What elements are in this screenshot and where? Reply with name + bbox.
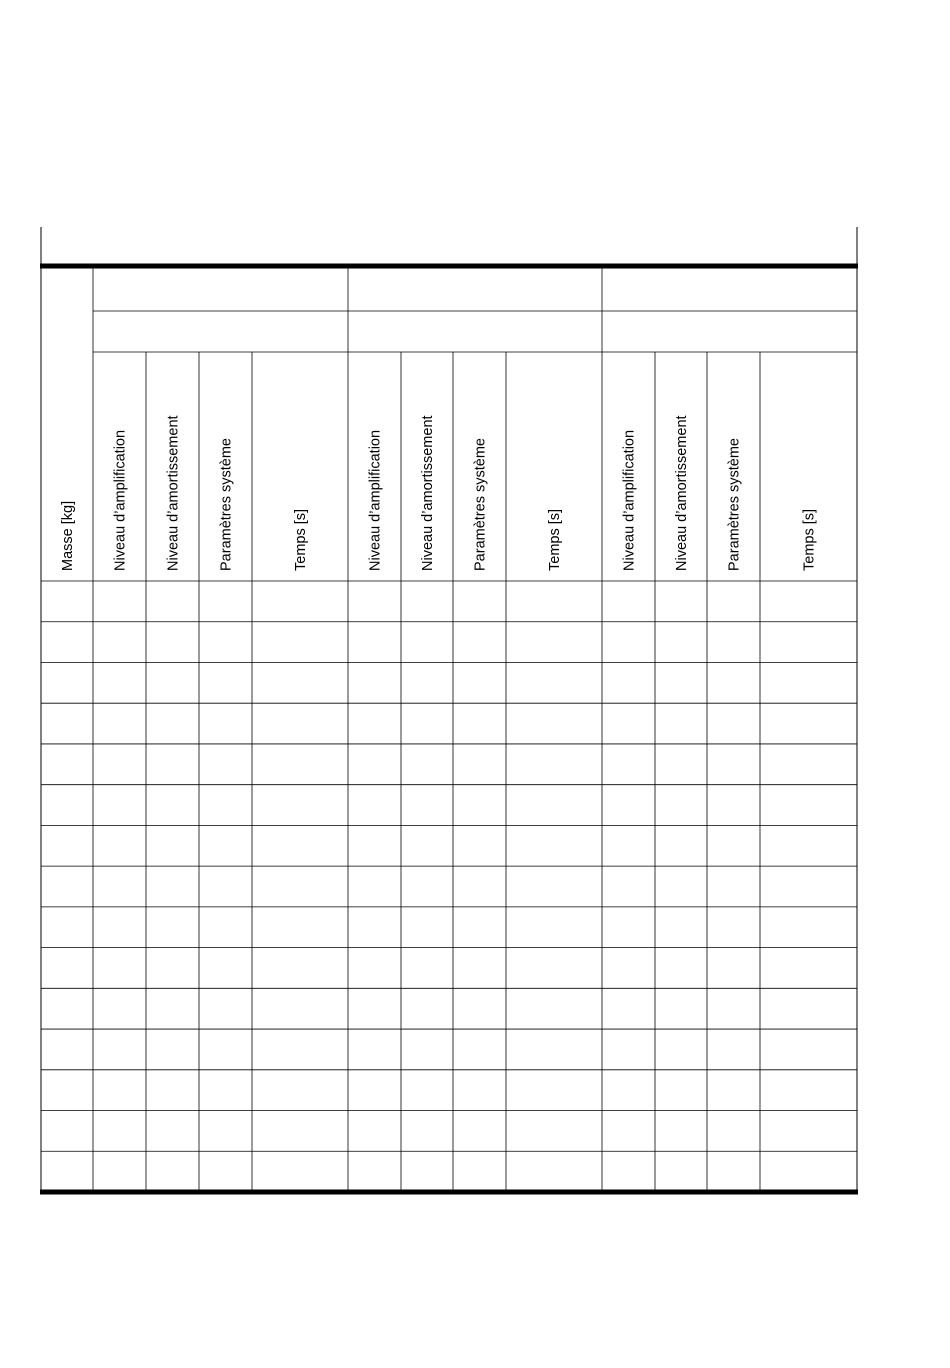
table-grid xyxy=(40,227,858,1192)
column-header: Niveau d’amortissement xyxy=(674,415,690,571)
column-header: Temps [s] xyxy=(801,508,818,571)
column-header: Niveau d’amplification xyxy=(112,429,129,571)
column-header: Paramètres système xyxy=(472,438,489,571)
table-headers xyxy=(60,415,818,571)
column-header: Niveau d’amplification xyxy=(367,429,384,571)
column-header: Temps [s] xyxy=(547,508,563,571)
column-header: Temps [s] xyxy=(293,508,309,571)
mass-column-header: Masse [kg] xyxy=(60,500,76,571)
column-header: Niveau d’amplification xyxy=(621,429,638,571)
column-header: Paramètres système xyxy=(218,438,235,571)
column-header: Niveau d’amortissement xyxy=(420,415,436,571)
column-header: Niveau d’amortissement xyxy=(165,415,182,571)
column-header: Paramètres système xyxy=(726,438,743,571)
